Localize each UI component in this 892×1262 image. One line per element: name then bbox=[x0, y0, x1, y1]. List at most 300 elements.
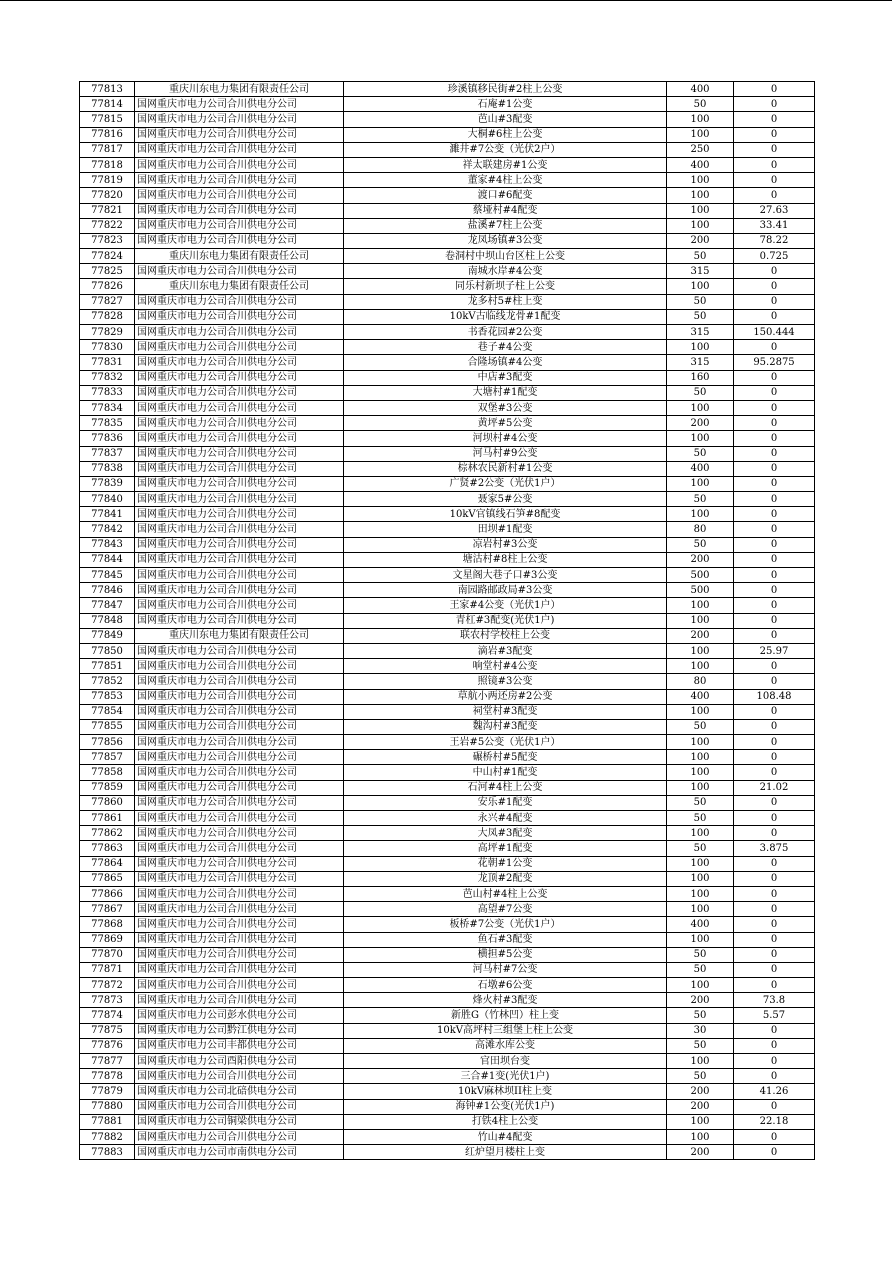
transformer-name-cell: 安乐#1配变 bbox=[344, 795, 667, 810]
table-row bbox=[80, 598, 815, 613]
table-row bbox=[80, 82, 815, 97]
capacity-cell: 100 bbox=[667, 871, 734, 886]
company-cell: 国网重庆市电力公司市南供电分公司 bbox=[135, 1145, 344, 1160]
value-cell: 0 bbox=[734, 962, 815, 977]
table-row bbox=[80, 932, 815, 947]
table-row bbox=[80, 628, 815, 643]
capacity-cell: 50 bbox=[667, 795, 734, 810]
row-id-cell: 77882 bbox=[80, 1129, 135, 1144]
value-cell: 21.02 bbox=[734, 780, 815, 795]
row-id-cell: 77845 bbox=[80, 568, 135, 583]
table-row bbox=[80, 325, 815, 340]
capacity-cell: 50 bbox=[667, 249, 734, 264]
company-cell: 国网重庆市电力公司合川供电分公司 bbox=[135, 613, 344, 628]
capacity-cell: 50 bbox=[667, 811, 734, 826]
transformer-name-cell: 合隆场镇#4公变 bbox=[344, 355, 667, 370]
value-cell: 0 bbox=[734, 598, 815, 613]
company-cell: 国网重庆市电力公司合川供电分公司 bbox=[135, 264, 344, 279]
transformer-name-cell: 中山村#1配变 bbox=[344, 765, 667, 780]
row-id-cell: 77861 bbox=[80, 811, 135, 826]
company-cell: 国网重庆市电力公司合川供电分公司 bbox=[135, 1069, 344, 1084]
row-id-cell: 77821 bbox=[80, 203, 135, 218]
row-id-cell: 77858 bbox=[80, 765, 135, 780]
table-row bbox=[80, 993, 815, 1008]
capacity-cell: 50 bbox=[667, 294, 734, 309]
company-cell: 国网重庆市电力公司合川供电分公司 bbox=[135, 598, 344, 613]
row-id-cell: 77837 bbox=[80, 446, 135, 461]
value-cell: 0 bbox=[734, 385, 815, 400]
value-cell: 0 bbox=[734, 112, 815, 127]
value-cell: 0 bbox=[734, 264, 815, 279]
capacity-cell: 100 bbox=[667, 978, 734, 993]
value-cell: 0 bbox=[734, 537, 815, 552]
company-cell: 国网重庆市电力公司铜梁供电分公司 bbox=[135, 1114, 344, 1129]
value-cell: 0 bbox=[734, 309, 815, 324]
table-row bbox=[80, 765, 815, 780]
value-cell: 0 bbox=[734, 719, 815, 734]
value-cell: 33.41 bbox=[734, 218, 815, 233]
company-cell: 国网重庆市电力公司合川供电分公司 bbox=[135, 476, 344, 491]
capacity-cell: 50 bbox=[667, 446, 734, 461]
company-cell: 国网重庆市电力公司合川供电分公司 bbox=[135, 142, 344, 157]
table-row bbox=[80, 264, 815, 279]
table-row bbox=[80, 233, 815, 248]
value-cell: 0 bbox=[734, 82, 815, 97]
company-cell: 国网重庆市电力公司合川供电分公司 bbox=[135, 461, 344, 476]
table-row bbox=[80, 416, 815, 431]
table-row bbox=[80, 157, 815, 172]
table-row bbox=[80, 552, 815, 567]
capacity-cell: 160 bbox=[667, 370, 734, 385]
company-cell: 国网重庆市电力公司合川供电分公司 bbox=[135, 735, 344, 750]
value-cell: 0 bbox=[734, 659, 815, 674]
company-cell: 国网重庆市电力公司合川供电分公司 bbox=[135, 568, 344, 583]
row-id-cell: 77859 bbox=[80, 780, 135, 795]
capacity-cell: 200 bbox=[667, 1099, 734, 1114]
row-id-cell: 77835 bbox=[80, 416, 135, 431]
capacity-cell: 100 bbox=[667, 188, 734, 203]
capacity-cell: 50 bbox=[667, 385, 734, 400]
capacity-cell: 100 bbox=[667, 1114, 734, 1129]
value-cell: 0 bbox=[734, 461, 815, 476]
transformer-name-cell: 田坝#1配变 bbox=[344, 522, 667, 537]
capacity-cell: 100 bbox=[667, 886, 734, 901]
transformer-name-cell: 联农村学校柱上公变 bbox=[344, 628, 667, 643]
company-cell: 国网重庆市电力公司合川供电分公司 bbox=[135, 400, 344, 415]
transformer-name-cell: 10kV官镇线石笋#8配变 bbox=[344, 507, 667, 522]
value-cell: 0 bbox=[734, 856, 815, 871]
row-id-cell: 77866 bbox=[80, 886, 135, 901]
transformer-name-cell: 中店#3配变 bbox=[344, 370, 667, 385]
table-row bbox=[80, 1114, 815, 1129]
capacity-cell: 100 bbox=[667, 780, 734, 795]
row-id-cell: 77881 bbox=[80, 1114, 135, 1129]
row-id-cell: 77848 bbox=[80, 613, 135, 628]
value-cell: 108.48 bbox=[734, 689, 815, 704]
company-cell: 国网重庆市电力公司合川供电分公司 bbox=[135, 841, 344, 856]
row-id-cell: 77872 bbox=[80, 978, 135, 993]
value-cell: 0 bbox=[734, 446, 815, 461]
value-cell: 0 bbox=[734, 522, 815, 537]
transformer-name-cell: 横担#5公变 bbox=[344, 947, 667, 962]
value-cell: 0 bbox=[734, 613, 815, 628]
value-cell: 0 bbox=[734, 568, 815, 583]
table-row bbox=[80, 249, 815, 264]
capacity-cell: 100 bbox=[667, 765, 734, 780]
transformer-name-cell: 芭山#3配变 bbox=[344, 112, 667, 127]
company-cell: 国网重庆市电力公司合川供电分公司 bbox=[135, 795, 344, 810]
value-cell: 0 bbox=[734, 704, 815, 719]
company-cell: 国网重庆市电力公司合川供电分公司 bbox=[135, 1129, 344, 1144]
row-id-cell: 77816 bbox=[80, 127, 135, 142]
capacity-cell: 400 bbox=[667, 689, 734, 704]
company-cell: 国网重庆市电力公司合川供电分公司 bbox=[135, 370, 344, 385]
capacity-cell: 100 bbox=[667, 127, 734, 142]
row-id-cell: 77826 bbox=[80, 279, 135, 294]
transformer-name-cell: 盐溪#7柱上公变 bbox=[344, 218, 667, 233]
value-cell: 0 bbox=[734, 1099, 815, 1114]
capacity-cell: 50 bbox=[667, 537, 734, 552]
transformer-name-cell: 塘沽村#8柱上公变 bbox=[344, 552, 667, 567]
company-cell: 国网重庆市电力公司合川供电分公司 bbox=[135, 871, 344, 886]
table-row bbox=[80, 583, 815, 598]
table-row bbox=[80, 795, 815, 810]
value-cell: 0 bbox=[734, 628, 815, 643]
company-cell: 国网重庆市电力公司合川供电分公司 bbox=[135, 233, 344, 248]
transformer-name-cell: 打铁4柱上公变 bbox=[344, 1114, 667, 1129]
table-row bbox=[80, 750, 815, 765]
value-cell: 95.2875 bbox=[734, 355, 815, 370]
table-row bbox=[80, 476, 815, 491]
company-cell: 国网重庆市电力公司黔江供电分公司 bbox=[135, 1023, 344, 1038]
company-cell: 国网重庆市电力公司合川供电分公司 bbox=[135, 704, 344, 719]
value-cell: 0 bbox=[734, 370, 815, 385]
transformer-name-cell: 鱼石#3配变 bbox=[344, 932, 667, 947]
value-cell: 0 bbox=[734, 917, 815, 932]
value-cell: 3.875 bbox=[734, 841, 815, 856]
company-cell: 重庆川东电力集团有限责任公司 bbox=[135, 249, 344, 264]
company-cell: 国网重庆市电力公司合川供电分公司 bbox=[135, 173, 344, 188]
row-id-cell: 77815 bbox=[80, 112, 135, 127]
table-row bbox=[80, 811, 815, 826]
value-cell: 0 bbox=[734, 507, 815, 522]
value-cell: 0 bbox=[734, 674, 815, 689]
capacity-cell: 100 bbox=[667, 902, 734, 917]
page-top-border bbox=[0, 0, 892, 1]
value-cell: 0 bbox=[734, 1023, 815, 1038]
row-id-cell: 77857 bbox=[80, 750, 135, 765]
company-cell: 国网重庆市电力公司合川供电分公司 bbox=[135, 689, 344, 704]
row-id-cell: 77840 bbox=[80, 492, 135, 507]
capacity-cell: 400 bbox=[667, 917, 734, 932]
table-row bbox=[80, 1129, 815, 1144]
value-cell: 0 bbox=[734, 1145, 815, 1160]
transformer-name-cell: 巷子#4公变 bbox=[344, 340, 667, 355]
table-row bbox=[80, 309, 815, 324]
table-row bbox=[80, 674, 815, 689]
table-row bbox=[80, 203, 815, 218]
transformer-name-cell: 南城水岸#4公变 bbox=[344, 264, 667, 279]
company-cell: 国网重庆市电力公司合川供电分公司 bbox=[135, 659, 344, 674]
transformer-name-cell: 龙顶#2配变 bbox=[344, 871, 667, 886]
transformer-name-cell: 凉岩村#3公变 bbox=[344, 537, 667, 552]
table-row bbox=[80, 1054, 815, 1069]
value-cell: 0 bbox=[734, 97, 815, 112]
transformer-name-cell: 10kV高坪村三组堡上柱上公变 bbox=[344, 1023, 667, 1038]
value-cell: 25.97 bbox=[734, 643, 815, 658]
capacity-cell: 200 bbox=[667, 416, 734, 431]
table-row bbox=[80, 962, 815, 977]
capacity-cell: 100 bbox=[667, 856, 734, 871]
company-cell: 国网重庆市电力公司合川供电分公司 bbox=[135, 552, 344, 567]
table-row bbox=[80, 856, 815, 871]
table-row bbox=[80, 841, 815, 856]
row-id-cell: 77849 bbox=[80, 628, 135, 643]
row-id-cell: 77871 bbox=[80, 962, 135, 977]
table-row bbox=[80, 613, 815, 628]
transformer-name-cell: 新胜G（竹林凹）柱上变 bbox=[344, 1008, 667, 1023]
company-cell: 国网重庆市电力公司合川供电分公司 bbox=[135, 416, 344, 431]
row-id-cell: 77850 bbox=[80, 643, 135, 658]
table-row bbox=[80, 97, 815, 112]
value-cell: 0 bbox=[734, 886, 815, 901]
table-row bbox=[80, 279, 815, 294]
company-cell: 国网重庆市电力公司彭水供电分公司 bbox=[135, 1008, 344, 1023]
table-row bbox=[80, 355, 815, 370]
row-id-cell: 77854 bbox=[80, 704, 135, 719]
company-cell: 国网重庆市电力公司合川供电分公司 bbox=[135, 203, 344, 218]
transformer-name-cell: 大凤#3配变 bbox=[344, 826, 667, 841]
transformer-name-cell: 棕林农民新村#1公变 bbox=[344, 461, 667, 476]
row-id-cell: 77832 bbox=[80, 370, 135, 385]
transformer-name-cell: 渡口#6配变 bbox=[344, 188, 667, 203]
capacity-cell: 250 bbox=[667, 142, 734, 157]
table-row bbox=[80, 461, 815, 476]
transformer-name-cell: 芭山村#4柱上公变 bbox=[344, 886, 667, 901]
capacity-cell: 200 bbox=[667, 628, 734, 643]
company-cell: 国网重庆市电力公司合川供电分公司 bbox=[135, 157, 344, 172]
row-id-cell: 77814 bbox=[80, 97, 135, 112]
company-cell: 国网重庆市电力公司合川供电分公司 bbox=[135, 309, 344, 324]
company-cell: 国网重庆市电力公司合川供电分公司 bbox=[135, 765, 344, 780]
row-id-cell: 77853 bbox=[80, 689, 135, 704]
transformer-name-cell: 同乐村新坝子柱上公变 bbox=[344, 279, 667, 294]
value-cell: 0 bbox=[734, 188, 815, 203]
transformer-name-cell: 竹山#4配变 bbox=[344, 1129, 667, 1144]
table-row bbox=[80, 1145, 815, 1160]
table-row bbox=[80, 780, 815, 795]
value-cell: 0 bbox=[734, 795, 815, 810]
capacity-cell: 100 bbox=[667, 400, 734, 415]
transformer-name-cell: 照镜#3公变 bbox=[344, 674, 667, 689]
transformer-name-cell: 海钟#1公变(光伏1户) bbox=[344, 1099, 667, 1114]
capacity-cell: 100 bbox=[667, 932, 734, 947]
table-row bbox=[80, 370, 815, 385]
company-cell: 国网重庆市电力公司丰都供电分公司 bbox=[135, 1038, 344, 1053]
transformer-name-cell: 10kV麻林坝II柱上变 bbox=[344, 1084, 667, 1099]
company-cell: 国网重庆市电力公司合川供电分公司 bbox=[135, 218, 344, 233]
value-cell: 0 bbox=[734, 932, 815, 947]
company-cell: 国网重庆市电力公司合川供电分公司 bbox=[135, 1099, 344, 1114]
transformer-name-cell: 草航小两还房#2公变 bbox=[344, 689, 667, 704]
company-cell: 国网重庆市电力公司合川供电分公司 bbox=[135, 522, 344, 537]
table-row bbox=[80, 522, 815, 537]
capacity-cell: 100 bbox=[667, 643, 734, 658]
capacity-cell: 200 bbox=[667, 1084, 734, 1099]
capacity-cell: 100 bbox=[667, 279, 734, 294]
transformer-name-cell: 蔡垭村#4配变 bbox=[344, 203, 667, 218]
value-cell: 0.725 bbox=[734, 249, 815, 264]
row-id-cell: 77838 bbox=[80, 461, 135, 476]
company-cell: 国网重庆市电力公司合川供电分公司 bbox=[135, 978, 344, 993]
table-row bbox=[80, 978, 815, 993]
row-id-cell: 77833 bbox=[80, 385, 135, 400]
capacity-cell: 100 bbox=[667, 476, 734, 491]
capacity-cell: 100 bbox=[667, 340, 734, 355]
table-row bbox=[80, 886, 815, 901]
transformer-name-cell: 石庵#1公变 bbox=[344, 97, 667, 112]
capacity-cell: 30 bbox=[667, 1023, 734, 1038]
transformer-name-cell: 石河#4柱上公变 bbox=[344, 780, 667, 795]
transformer-name-cell: 三合#1变(光伏1户) bbox=[344, 1069, 667, 1084]
table-row bbox=[80, 659, 815, 674]
value-cell: 22.18 bbox=[734, 1114, 815, 1129]
company-cell: 国网重庆市电力公司合川供电分公司 bbox=[135, 886, 344, 901]
table-row bbox=[80, 492, 815, 507]
value-cell: 0 bbox=[734, 294, 815, 309]
capacity-cell: 200 bbox=[667, 552, 734, 567]
value-cell: 0 bbox=[734, 765, 815, 780]
row-id-cell: 77867 bbox=[80, 902, 135, 917]
row-id-cell: 77829 bbox=[80, 325, 135, 340]
capacity-cell: 315 bbox=[667, 264, 734, 279]
table-row bbox=[80, 1023, 815, 1038]
transformer-name-cell: 板桥#7公变（光伏1户） bbox=[344, 917, 667, 932]
transformer-name-cell: 魏沟村#3配变 bbox=[344, 719, 667, 734]
value-cell: 0 bbox=[734, 1054, 815, 1069]
value-cell: 0 bbox=[734, 871, 815, 886]
company-cell: 国网重庆市电力公司北碚供电分公司 bbox=[135, 1084, 344, 1099]
company-cell: 国网重庆市电力公司合川供电分公司 bbox=[135, 97, 344, 112]
transformer-name-cell: 龙多村5#柱上变 bbox=[344, 294, 667, 309]
transformer-name-cell: 卷洞村中坝山台区柱上公变 bbox=[344, 249, 667, 264]
row-id-cell: 77878 bbox=[80, 1069, 135, 1084]
value-cell: 0 bbox=[734, 127, 815, 142]
value-cell: 0 bbox=[734, 142, 815, 157]
row-id-cell: 77823 bbox=[80, 233, 135, 248]
company-cell: 国网重庆市电力公司合川供电分公司 bbox=[135, 355, 344, 370]
transformer-name-cell: 河马村#7公变 bbox=[344, 962, 667, 977]
transformer-name-cell: 响堂村#4公变 bbox=[344, 659, 667, 674]
table-row bbox=[80, 719, 815, 734]
row-id-cell: 77860 bbox=[80, 795, 135, 810]
capacity-cell: 100 bbox=[667, 218, 734, 233]
company-cell: 国网重庆市电力公司合川供电分公司 bbox=[135, 674, 344, 689]
row-id-cell: 77846 bbox=[80, 583, 135, 598]
company-cell: 国网重庆市电力公司合川供电分公司 bbox=[135, 719, 344, 734]
capacity-cell: 200 bbox=[667, 1145, 734, 1160]
company-cell: 国网重庆市电力公司合川供电分公司 bbox=[135, 902, 344, 917]
row-id-cell: 77852 bbox=[80, 674, 135, 689]
company-cell: 国网重庆市电力公司合川供电分公司 bbox=[135, 826, 344, 841]
row-id-cell: 77862 bbox=[80, 826, 135, 841]
transformer-name-cell: 珍溪镇移民街#2柱上公变 bbox=[344, 82, 667, 97]
row-id-cell: 77847 bbox=[80, 598, 135, 613]
transformer-name-cell: 王岩#5公变（光伏1户） bbox=[344, 735, 667, 750]
table-row bbox=[80, 385, 815, 400]
table-row bbox=[80, 947, 815, 962]
row-id-cell: 77880 bbox=[80, 1099, 135, 1114]
value-cell: 27.63 bbox=[734, 203, 815, 218]
company-cell: 国网重庆市电力公司合川供电分公司 bbox=[135, 947, 344, 962]
company-cell: 重庆川东电力集团有限责任公司 bbox=[135, 279, 344, 294]
row-id-cell: 77879 bbox=[80, 1084, 135, 1099]
transformer-name-cell: 高望#7公变 bbox=[344, 902, 667, 917]
transformer-name-cell: 祥太联建房#1公变 bbox=[344, 157, 667, 172]
table-row bbox=[80, 431, 815, 446]
table-row bbox=[80, 446, 815, 461]
value-cell: 0 bbox=[734, 340, 815, 355]
transformer-name-cell: 濉井#7公变（光伏2户） bbox=[344, 142, 667, 157]
table-row bbox=[80, 1038, 815, 1053]
capacity-cell: 500 bbox=[667, 583, 734, 598]
company-cell: 国网重庆市电力公司酉阳供电分公司 bbox=[135, 1054, 344, 1069]
table-row bbox=[80, 507, 815, 522]
company-cell: 重庆川东电力集团有限责任公司 bbox=[135, 82, 344, 97]
transformer-name-cell: 河马村#9公变 bbox=[344, 446, 667, 461]
row-id-cell: 77813 bbox=[80, 82, 135, 97]
value-cell: 41.26 bbox=[734, 1084, 815, 1099]
transformer-name-cell: 龙凤场镇#3公变 bbox=[344, 233, 667, 248]
row-id-cell: 77869 bbox=[80, 932, 135, 947]
transformer-name-cell: 烽火村#3配变 bbox=[344, 993, 667, 1008]
capacity-cell: 100 bbox=[667, 750, 734, 765]
table-row bbox=[80, 1008, 815, 1023]
table-row bbox=[80, 400, 815, 415]
company-cell: 国网重庆市电力公司合川供电分公司 bbox=[135, 750, 344, 765]
table-row bbox=[80, 704, 815, 719]
transformer-name-cell: 官田坝台变 bbox=[344, 1054, 667, 1069]
capacity-cell: 500 bbox=[667, 568, 734, 583]
row-id-cell: 77831 bbox=[80, 355, 135, 370]
company-cell: 国网重庆市电力公司合川供电分公司 bbox=[135, 492, 344, 507]
capacity-cell: 100 bbox=[667, 1129, 734, 1144]
transformer-name-cell: 10kV古临线龙骨#1配变 bbox=[344, 309, 667, 324]
row-id-cell: 77834 bbox=[80, 400, 135, 415]
transformer-name-cell: 高滩水库公变 bbox=[344, 1038, 667, 1053]
row-id-cell: 77830 bbox=[80, 340, 135, 355]
capacity-cell: 100 bbox=[667, 598, 734, 613]
company-cell: 国网重庆市电力公司合川供电分公司 bbox=[135, 962, 344, 977]
capacity-cell: 50 bbox=[667, 97, 734, 112]
transformer-name-cell: 双堡#3公变 bbox=[344, 400, 667, 415]
company-cell: 国网重庆市电力公司合川供电分公司 bbox=[135, 325, 344, 340]
row-id-cell: 77873 bbox=[80, 993, 135, 1008]
transformer-name-cell: 大桐#6柱上公变 bbox=[344, 127, 667, 142]
table-row bbox=[80, 112, 815, 127]
value-cell: 0 bbox=[734, 552, 815, 567]
row-id-cell: 77819 bbox=[80, 173, 135, 188]
value-cell: 0 bbox=[734, 811, 815, 826]
company-cell: 国网重庆市电力公司合川供电分公司 bbox=[135, 127, 344, 142]
capacity-cell: 315 bbox=[667, 325, 734, 340]
capacity-cell: 315 bbox=[667, 355, 734, 370]
table-row bbox=[80, 902, 815, 917]
value-cell: 0 bbox=[734, 279, 815, 294]
transformer-name-cell: 祠堂村#3配变 bbox=[344, 704, 667, 719]
table-row bbox=[80, 188, 815, 203]
row-id-cell: 77856 bbox=[80, 735, 135, 750]
